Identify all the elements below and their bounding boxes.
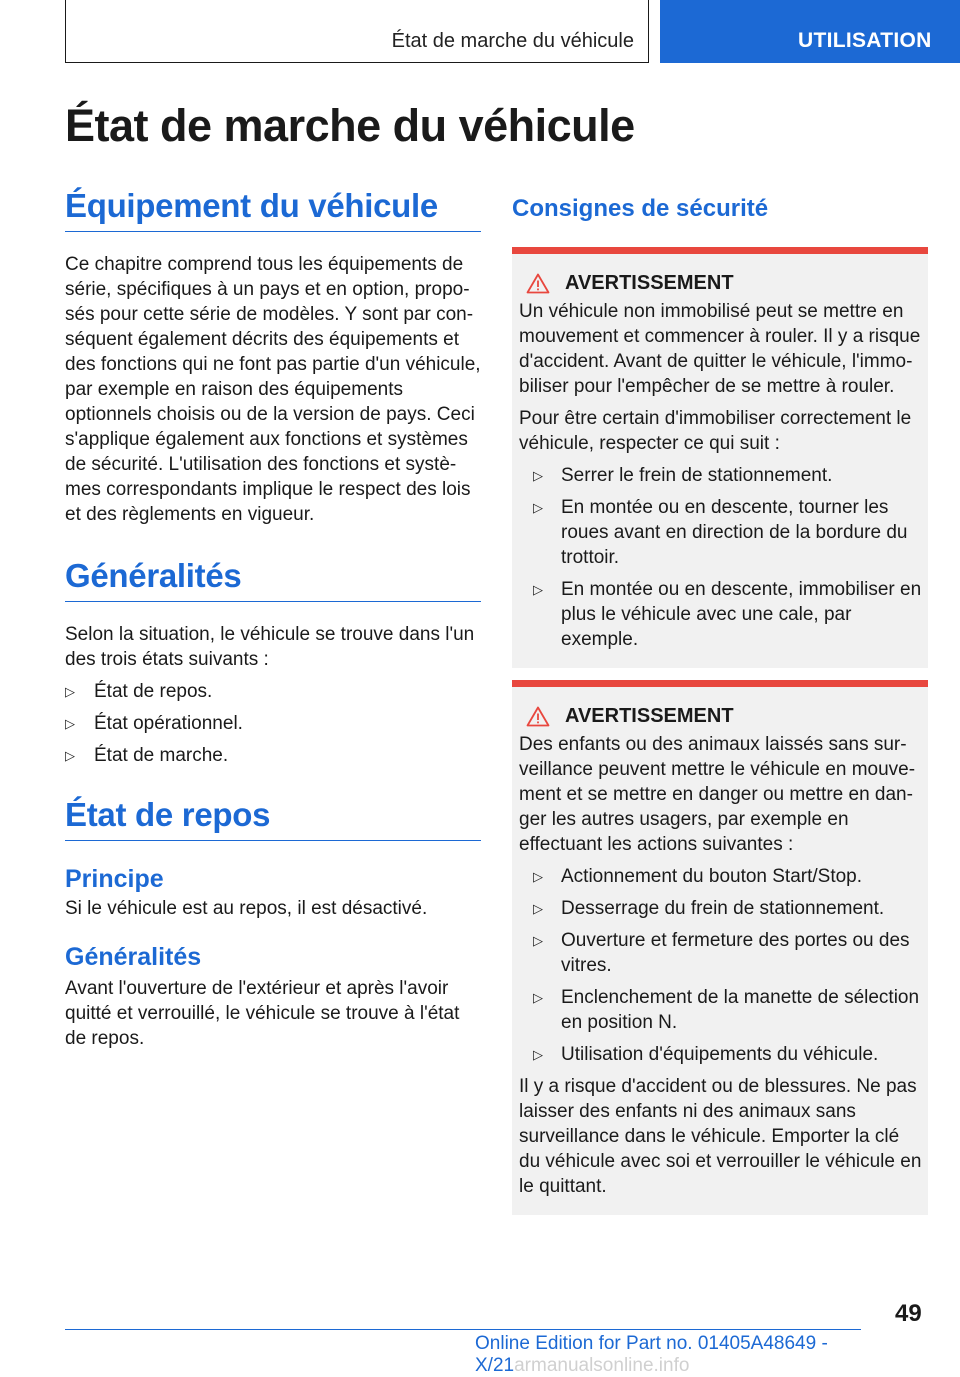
warning-box-2	[512, 680, 928, 1215]
list-item: ▷ État de marche.	[65, 745, 229, 766]
general-heading: Généralités	[65, 557, 481, 602]
page-number: 49	[895, 1300, 922, 1327]
edition-text: Online Edition for Part no. 01405A48649 - X/21	[475, 1333, 828, 1376]
warning-triangle-icon	[526, 273, 550, 294]
left-column	[65, 187, 481, 1051]
equipment-paragraph: Ce chapitre comprend tous les équipements de série, spécifiques à un pays et en option, proposés pour cette série de modèles. Y sont par conséquent également décrits des équipements et des fonctions qui ne font pas partie d'un véhicule, par exemple en raison des équipements optionnels choisis ou de la version de pays. Ceci s'applique également aux fonctions et systèmes de sécurité. L'utilisation des fonctions et systèmes correspondants implique le respect des lois et des règlements en vigueur.	[65, 254, 481, 525]
states-list	[65, 679, 481, 768]
warning-header	[526, 272, 922, 295]
bullet-icon: ▷	[533, 582, 543, 597]
warning-list	[519, 463, 922, 652]
running-header	[65, 0, 649, 63]
bullet-icon: ▷	[533, 500, 543, 515]
bullet-icon: ▷	[533, 933, 543, 948]
general2-heading: Généralités	[65, 943, 202, 971]
list-item: ▷ Actionnement du bouton Start/Stop.	[533, 866, 863, 887]
list-item: ▷ Ouverture et fermeture des portes ou des vitres.	[533, 930, 910, 976]
warning-title: AVERTISSEMENT	[565, 272, 734, 294]
equipment-heading: Équipement du véhicule	[65, 187, 481, 232]
footer-rule	[65, 1329, 861, 1330]
bullet-icon: ▷	[65, 684, 75, 699]
warning-paragraph: Des enfants ou des animaux laissés sans surveillance peuvent mettre le véhicule en mouvement et se mettre en danger ou mettre en danger les autres usagers, par exemple en effectuant les actions suivantes :	[519, 734, 916, 855]
warning-triangle-icon	[526, 706, 550, 727]
warning-header	[526, 705, 922, 728]
list-item: ▷ Utilisation d'équipements du véhicule.	[533, 1044, 879, 1065]
bullet-icon: ▷	[533, 901, 543, 916]
list-item: ▷ Enclenchement de la manette de sélection en position N.	[533, 987, 920, 1033]
bullet-icon: ▷	[533, 990, 543, 1005]
watermark-text: armanualsonline.info	[514, 1355, 690, 1376]
footer-edition	[475, 1333, 960, 1377]
warning-box-1	[512, 247, 928, 668]
general-paragraph: Selon la situation, le véhicule se trouve dans l'un des trois états suivants :	[65, 624, 475, 670]
principle-heading: Principe	[65, 865, 164, 893]
general2-paragraph: Avant l'ouverture de l'extérieur et après l'avoir quitté et verrouillé, le véhicule se trouve à l'état de repos.	[65, 978, 460, 1049]
chapter-tab	[660, 0, 960, 63]
list-item: ▷ Desserrage du frein de stationnement.	[533, 898, 885, 919]
list-item: ▷ Serrer le frein de stationnement.	[533, 465, 833, 486]
warning-paragraph: Pour être certain d'immobiliser correctement le véhicule, respecter ce qui suit :	[519, 408, 912, 454]
list-item: ▷ État opérationnel.	[65, 713, 243, 734]
principle-paragraph: Si le véhicule est au repos, il est désactivé.	[65, 898, 428, 919]
warning-paragraph: Un véhicule non immobilisé peut se mettre en mouvement et commencer à rouler. Il y a risque d'accident. Avant de quitter le véhicule, l'immobiliser pour l'empêcher de se mettre à rouler.	[519, 301, 921, 397]
page-title: État de marche du véhicule	[65, 100, 635, 151]
bullet-icon: ▷	[533, 869, 543, 884]
chapter-label: UTILISATION	[798, 29, 932, 52]
safety-heading: Consignes de sécurité	[512, 195, 769, 222]
list-item: ▷ En montée ou en descente, immobiliser en plus le véhicule avec une cale, par exemple.	[533, 579, 922, 650]
list-item: ▷ État de repos.	[65, 681, 213, 702]
header-section-title: État de marche du véhicule	[391, 30, 634, 52]
bullet-icon: ▷	[533, 1047, 543, 1062]
bullet-icon: ▷	[65, 748, 75, 763]
warning-title: AVERTISSEMENT	[565, 705, 734, 727]
bullet-icon: ▷	[65, 716, 75, 731]
warning-list	[519, 864, 922, 1067]
list-item: ▷ En montée ou en descente, tourner les roues avant en direction de la bordure du trottoir.	[533, 497, 908, 568]
right-column	[512, 187, 928, 1215]
warning-paragraph: Il y a risque d'accident ou de blessures. Ne pas laisser des enfants ni des animaux sans surveillance dans le véhicule. Emporter la clé du véhicule avec soi et verrouiller le véhicule en le quittant.	[519, 1076, 922, 1197]
rest-state-heading: État de repos	[65, 796, 481, 841]
bullet-icon: ▷	[533, 468, 543, 483]
